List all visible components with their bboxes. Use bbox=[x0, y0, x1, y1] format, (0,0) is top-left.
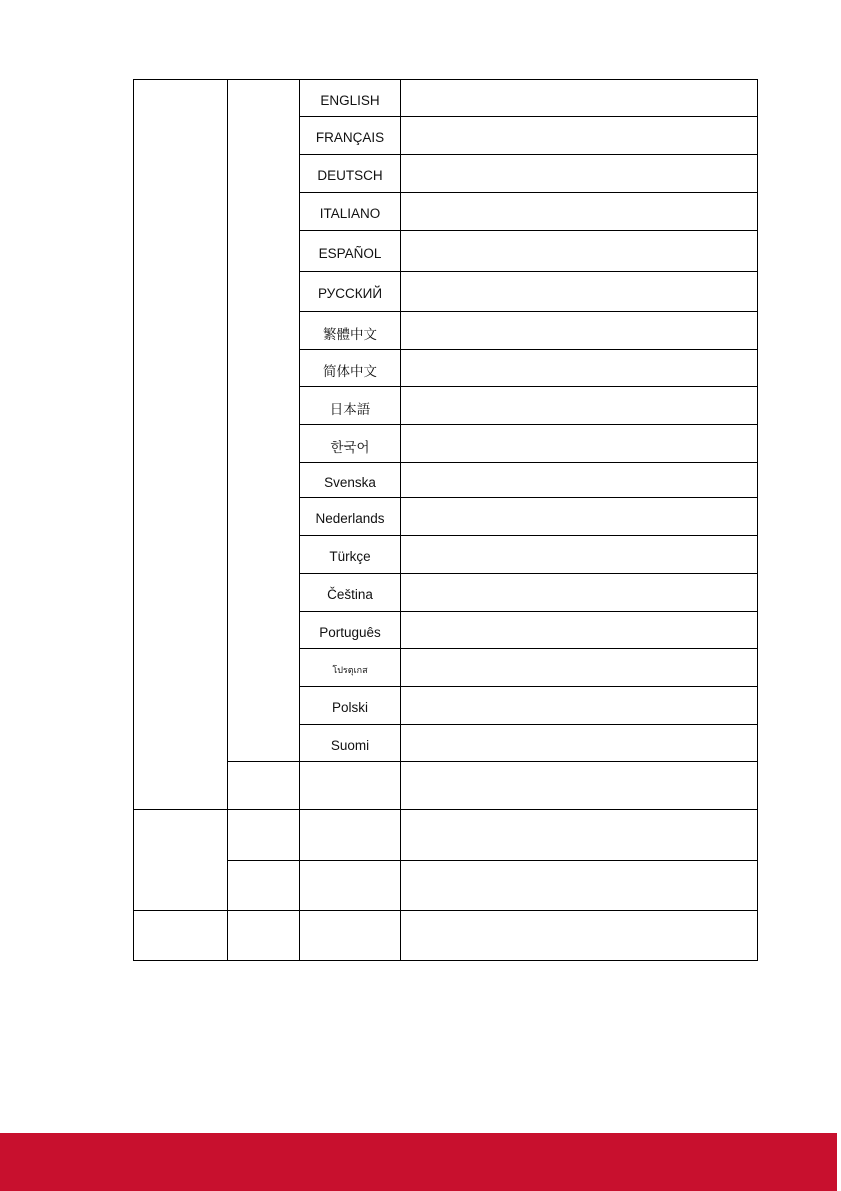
description-cell bbox=[401, 612, 758, 649]
option-cell bbox=[300, 861, 401, 911]
description-cell bbox=[401, 536, 758, 574]
description-cell bbox=[401, 425, 758, 463]
table-row bbox=[134, 861, 758, 911]
description-cell bbox=[401, 193, 758, 231]
menu-category-cell bbox=[134, 80, 228, 810]
language-option-finnish: Suomi bbox=[300, 725, 401, 762]
option-cell bbox=[300, 911, 401, 961]
submenu-cell bbox=[228, 80, 300, 762]
option-cell bbox=[300, 810, 401, 861]
description-cell bbox=[401, 80, 758, 117]
footer-band bbox=[0, 1133, 837, 1191]
description-cell bbox=[401, 272, 758, 312]
description-cell bbox=[401, 463, 758, 498]
language-option-swedish: Svenska bbox=[300, 463, 401, 498]
description-cell bbox=[401, 649, 758, 687]
description-cell bbox=[401, 687, 758, 725]
language-option-portuguese: Português bbox=[300, 612, 401, 649]
language-option-dutch: Nederlands bbox=[300, 498, 401, 536]
language-option-simplified-chinese: 简体中文 bbox=[300, 350, 401, 387]
menu-category-cell bbox=[134, 911, 228, 961]
description-cell bbox=[401, 498, 758, 536]
language-option-polish: Polski bbox=[300, 687, 401, 725]
table-row bbox=[134, 762, 758, 810]
menu-category-cell bbox=[134, 810, 228, 911]
language-option-french: FRANÇAIS bbox=[300, 117, 401, 155]
language-option-english: ENGLISH bbox=[300, 80, 401, 117]
language-option-japanese: 日本語 bbox=[300, 387, 401, 425]
description-cell bbox=[401, 155, 758, 193]
option-cell bbox=[300, 762, 401, 810]
language-option-thai: โปรตุเกส bbox=[300, 649, 401, 687]
description-cell bbox=[401, 231, 758, 272]
submenu-cell bbox=[228, 911, 300, 961]
language-option-italian: ITALIANO bbox=[300, 193, 401, 231]
description-cell bbox=[401, 861, 758, 911]
description-cell bbox=[401, 810, 758, 861]
description-cell bbox=[401, 387, 758, 425]
language-option-russian: РУССКИЙ bbox=[300, 272, 401, 312]
language-option-spanish: ESPAÑOL bbox=[300, 231, 401, 272]
submenu-cell bbox=[228, 861, 300, 911]
language-option-german: DEUTSCH bbox=[300, 155, 401, 193]
description-cell bbox=[401, 312, 758, 350]
language-option-traditional-chinese: 繁體中文 bbox=[300, 312, 401, 350]
table-row bbox=[134, 911, 758, 961]
description-cell bbox=[401, 911, 758, 961]
description-cell bbox=[401, 350, 758, 387]
language-menu-table bbox=[133, 79, 758, 961]
table-row bbox=[134, 80, 758, 117]
language-option-korean: 한국어 bbox=[300, 425, 401, 463]
language-option-czech: Čeština bbox=[300, 574, 401, 612]
description-cell bbox=[401, 574, 758, 612]
description-cell bbox=[401, 725, 758, 762]
language-option-turkish: Türkçe bbox=[300, 536, 401, 574]
description-cell bbox=[401, 762, 758, 810]
description-cell bbox=[401, 117, 758, 155]
submenu-cell bbox=[228, 762, 300, 810]
submenu-cell bbox=[228, 810, 300, 861]
table-row bbox=[134, 810, 758, 861]
